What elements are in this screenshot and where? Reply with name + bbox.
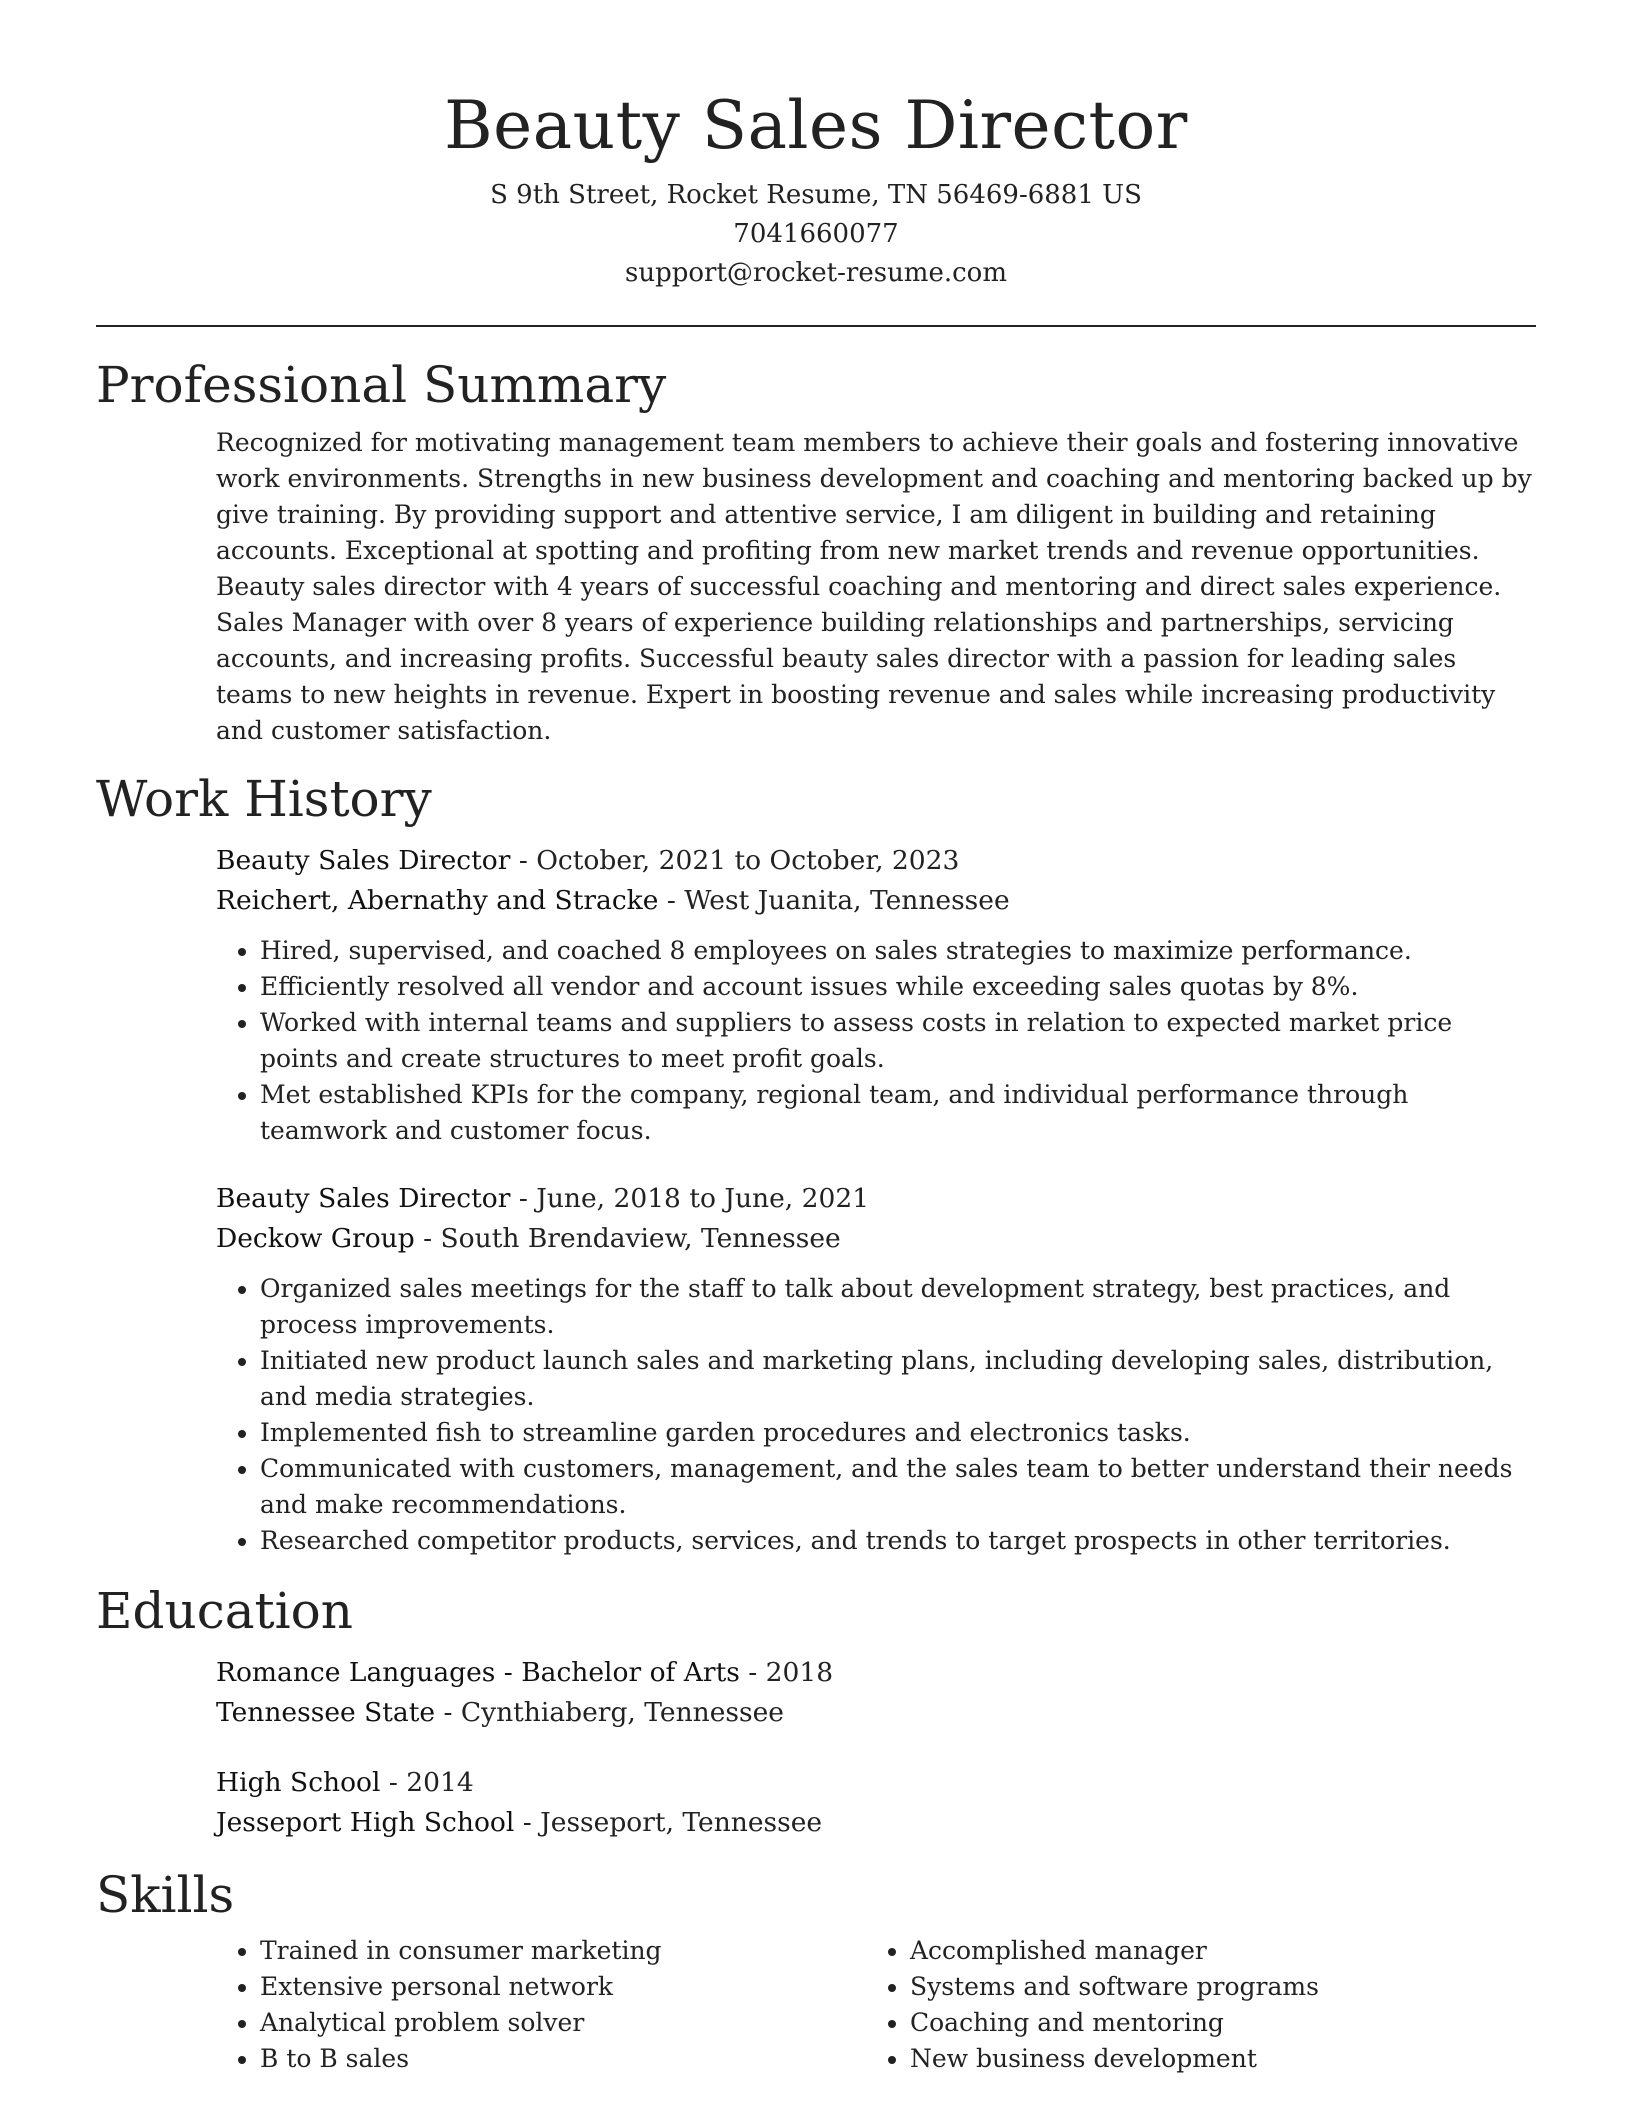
- section-title-education: Education: [96, 1582, 353, 1640]
- job-company-line: [216, 1219, 1536, 1259]
- list-item: • Met established KPIs for the company, regional team, and individual performance through teamwork and customer focus.: [260, 1077, 1536, 1149]
- resume-header: [96, 0, 1536, 293]
- list-item: • Extensive personal network: [260, 1969, 866, 2005]
- job-company-line: [216, 881, 1536, 921]
- list-item: • Researched competitor products, services, and trends to target prospects in other territories.: [260, 1523, 1536, 1559]
- address: S 9th Street, Rocket Resume, TN 56469-6881 US: [490, 180, 1142, 210]
- education-school-line: [216, 1693, 1536, 1733]
- job-entry: [216, 1179, 1536, 1559]
- education-section: [96, 1575, 1536, 1843]
- phone: 7041660077: [733, 219, 899, 249]
- education-year: - 2018: [739, 1657, 834, 1688]
- job-dates: - October, 2021 to October, 2023: [510, 845, 960, 876]
- job-dates: - June, 2018 to June, 2021: [510, 1183, 870, 1214]
- summary-section: [96, 349, 1536, 749]
- education-location: - Jesseport, Tennessee: [514, 1807, 823, 1838]
- list-item: • Efficiently resolved all vendor and account issues while exceeding sales quotas by 8%.: [260, 969, 1536, 1005]
- education-degree-line: [216, 1763, 1536, 1803]
- skills-column-right: [866, 1933, 1516, 2077]
- candidate-name: Beauty Sales Director: [444, 87, 1188, 164]
- summary-text: Recognized for motivating management team members to achieve their goals and fostering innovative work environments. Strengths in new business development and coaching and mentoring backed up by give training. By providing support and attentive service, I am diligent in building and retaining accounts. Exceptional at spotting and profiting from new market trends and revenue opportunities. Beauty sales director with 4 years of successful coaching and mentoring and direct sales experience. Sales Manager with over 8 years of experience building relationships and partnerships, servicing accounts, and increasing profits. Successful beauty sales director with a passion for leading sales teams to new heights in revenue. Expert in boosting revenue and sales while increasing productivity and customer satisfaction.: [216, 428, 1532, 745]
- job-bullets: [216, 1271, 1536, 1559]
- education-entry: [216, 1653, 1536, 1733]
- list-item: • Trained in consumer marketing: [260, 1933, 866, 1969]
- skills-grid: [216, 1933, 1536, 2077]
- education-entry: [216, 1763, 1536, 1843]
- list-item: • Worked with internal teams and suppliers to assess costs in relation to expected market price points and create structures to meet profit goals.: [260, 1005, 1536, 1077]
- skills-column-left: [216, 1933, 866, 2077]
- section-title-work-history: Work History: [96, 770, 432, 828]
- skills-section: [96, 1859, 1536, 2077]
- job-role: Beauty Sales Director: [216, 845, 511, 876]
- list-item: • B to B sales: [260, 2041, 866, 2077]
- job-location: - South Brendaview, Tennessee: [414, 1223, 841, 1254]
- education-school: Jesseport High School: [216, 1807, 515, 1838]
- list-item: • Accomplished manager: [910, 1933, 1516, 1969]
- education-school: Tennessee State: [216, 1697, 436, 1728]
- job-bullets: [216, 933, 1536, 1149]
- section-title-skills: Skills: [96, 1866, 235, 1924]
- list-item: • Implemented fish to streamline garden procedures and electronics tasks.: [260, 1415, 1536, 1451]
- list-item: • Systems and software programs: [910, 1969, 1516, 2005]
- job-role: Beauty Sales Director: [216, 1183, 511, 1214]
- education-degree-line: [216, 1653, 1536, 1693]
- work-history-section: [96, 763, 1536, 1559]
- list-item: • New business development: [910, 2041, 1516, 2077]
- email: support@rocket-resume.com: [624, 258, 1007, 288]
- list-item: • Coaching and mentoring: [910, 2005, 1516, 2041]
- list-item: • Hired, supervised, and coached 8 employees on sales strategies to maximize performance.: [260, 933, 1536, 969]
- job-title-line: [216, 841, 1536, 881]
- education-location: - Cynthiaberg, Tennessee: [435, 1697, 784, 1728]
- list-item: • Communicated with customers, management, and the sales team to better understand their needs and make recommendations.: [260, 1451, 1536, 1523]
- education-degree: High School: [216, 1767, 381, 1798]
- section-title-summary: Professional Summary: [96, 356, 667, 414]
- job-company: Deckow Group: [216, 1223, 415, 1254]
- job-title-line: [216, 1179, 1536, 1219]
- job-location: - West Juanita, Tennessee: [658, 885, 1010, 916]
- education-degree: Romance Languages - Bachelor of Arts: [216, 1657, 740, 1688]
- job-entry: [216, 841, 1536, 1149]
- list-item: • Analytical problem solver: [260, 2005, 866, 2041]
- header-divider: [96, 325, 1536, 327]
- job-company: Reichert, Abernathy and Stracke: [216, 885, 659, 916]
- education-year: - 2014: [380, 1767, 474, 1798]
- list-item: • Initiated new product launch sales and marketing plans, including developing sales, distribution, and media strategies.: [260, 1343, 1536, 1415]
- list-item: • Organized sales meetings for the staff to talk about development strategy, best practices, and process improvements.: [260, 1271, 1536, 1343]
- education-school-line: [216, 1803, 1536, 1843]
